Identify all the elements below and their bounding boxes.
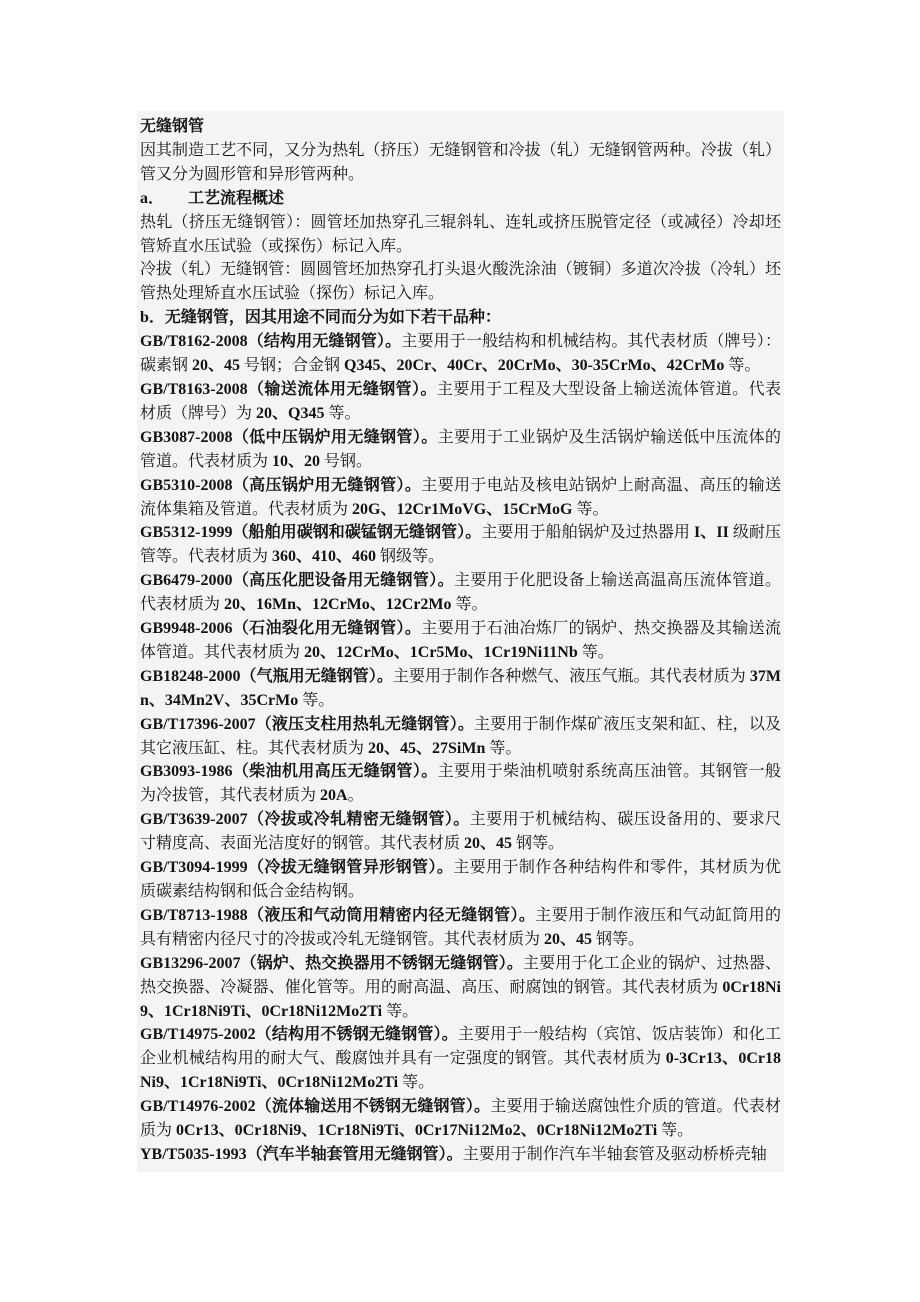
text-run: 主要用于制作汽车半轴套管及驱动桥桥壳轴 bbox=[462, 1145, 767, 1163]
bold-text-run: GB/T8163-2008（输送流体用无缝钢管）。 bbox=[140, 380, 437, 398]
text-run: 主要用于制作各种结构件和零件，其材质为优质碳素结构钢和低合金结构钢。 bbox=[140, 859, 781, 900]
text-run: 。 bbox=[347, 787, 364, 805]
bold-text-run: GB/T8713-1988（液压和气动筒用精密内径无缝钢管）。 bbox=[140, 906, 536, 924]
paragraph bbox=[140, 808, 781, 856]
bold-text-run: a． 工艺流程概述 bbox=[140, 189, 285, 207]
bold-text-run: 无缝钢管 bbox=[140, 118, 205, 135]
paragraph bbox=[140, 187, 781, 211]
bold-text-run: GB/T14975-2002（结构用不锈钢无缝钢管）。 bbox=[140, 1026, 458, 1044]
bold-text-run: GB5312-1999（船舶用碳钢和碳锰钢无缝钢管）。 bbox=[140, 524, 482, 542]
text-run: 主要用于制作液压和气动缸筒用的具有精密内径尺寸的冷拔或冷轧无缝钢管。其代表材质为 bbox=[140, 906, 781, 948]
paragraph bbox=[140, 306, 781, 330]
text-run: 冷拔（轧）无缝钢管：圆圆管坯加热穿孔打头退火酸洗涂油（镀铜）多道次冷拔（冷轧）坯管热处理矫直水压试验（探伤）标记入库。 bbox=[140, 261, 781, 303]
paragraph bbox=[140, 665, 781, 713]
text-run: 因其制造工艺不同，又分为热轧（挤压）无缝钢管和冷拔（轧）无缝钢管两种。冷拔（轧）管又分为圆形管和异形管两种。 bbox=[140, 141, 781, 183]
paragraph bbox=[140, 617, 781, 665]
bold-text-run: GB9948-2006（石油裂化用无缝钢管）。 bbox=[140, 620, 422, 638]
document-title-paragraph bbox=[140, 115, 781, 139]
bold-text-run: 20G、12Cr1MoVG、15CrMoG bbox=[352, 500, 573, 518]
text-run: 主要用于输送腐蚀性介质的管道。代表材质为 bbox=[140, 1098, 781, 1140]
bold-text-run: GB/T3639-2007（冷拔或冷轧精密无缝钢管）。 bbox=[140, 811, 470, 829]
bold-text-run: 20、Q345 bbox=[256, 404, 325, 422]
bold-text-run: 37Mn、34Mn2V、35CrMo bbox=[140, 667, 781, 709]
bold-text-run: GB/T14976-2002（流体输送用不锈钢无缝钢管）。 bbox=[140, 1098, 491, 1116]
paragraph bbox=[140, 258, 781, 306]
text-run: 等。 bbox=[724, 357, 761, 375]
text-run: 等。 bbox=[577, 643, 614, 661]
bold-text-run: b．无缝钢管，因其用途不同而分为如下若干品种： bbox=[140, 309, 501, 327]
bold-text-run: 0Cr18Ni9、1Cr18Ni9Ti、0Cr18Ni12Mo2Ti bbox=[140, 978, 781, 1020]
text-run: 主要用于工程及大型设备上输送流体管道。代表材质（牌号）为 bbox=[140, 380, 781, 422]
text-run: 钢级等。 bbox=[376, 548, 445, 566]
paragraph bbox=[140, 760, 781, 808]
bold-text-run: 0-3Cr13、0Cr18Ni9、1Cr18Ni9Ti、0Cr18Ni12Mo2Ti bbox=[140, 1050, 781, 1092]
paragraph bbox=[140, 569, 781, 617]
paragraph bbox=[140, 1023, 781, 1095]
bold-text-run: YB/T5035-1993（汽车半轴套管用无缝钢管）。 bbox=[140, 1145, 463, 1163]
text-run: 主要用于柴油机喷射系统高压油管。其钢管一般为冷拔管，其代表材质为 bbox=[140, 763, 781, 805]
paragraph bbox=[140, 139, 781, 187]
paragraph bbox=[140, 1143, 781, 1167]
bold-text-run: 10、20 bbox=[272, 452, 321, 470]
text-run: 主要用于机械结构、碳压设备用的、要求尺寸精度高、表面光洁度好的钢管。其代表材质 bbox=[140, 811, 781, 853]
paragraph bbox=[140, 856, 781, 904]
text-run: 主要用于石油冶炼厂的锅炉、热交换器及其输送流体管道。其代表材质为 bbox=[140, 620, 781, 661]
paragraph bbox=[140, 904, 781, 952]
text-run: 等。 bbox=[451, 596, 488, 614]
text-run: 主要用于工业锅炉及生活锅炉输送低中压流体的管道。代表材质为 bbox=[140, 428, 781, 470]
bold-text-run: I、II bbox=[694, 524, 729, 542]
bold-text-run: GB/T3094-1999（冷拔无缝钢管异形钢管）。 bbox=[140, 859, 454, 877]
bold-text-run: 20A bbox=[320, 787, 348, 805]
bold-text-run: GB/T17396-2007（液压支柱用热轧无缝钢管）。 bbox=[140, 715, 475, 733]
bold-text-run: GB3093-1986（柴油机用高压无缝钢管）。 bbox=[140, 763, 438, 781]
text-run: 等。 bbox=[657, 1122, 694, 1140]
bold-text-run: GB6479-2000（高压化肥设备用无缝钢管）。 bbox=[140, 572, 454, 590]
bold-text-run: 20、16Mn、12CrMo、12Cr2Mo bbox=[224, 596, 452, 614]
text-run: 主要用于一般结构（宾馆、饭店装饰）和化工企业机械结构用的耐大气、酸腐蚀并具有一定强度的钢管。其代表材质为 bbox=[140, 1026, 781, 1068]
text-run: 主要用于化肥设备上输送高温高压流体管道。代表材质为 bbox=[140, 572, 781, 614]
text-run: 主要用于船舶锅炉及过热器用 bbox=[481, 524, 695, 542]
text-run: 钢等。 bbox=[592, 930, 645, 948]
paragraph bbox=[140, 426, 781, 474]
bold-text-run: 20、12CrMo、1Cr5Mo、1Cr19Ni11Nb bbox=[304, 643, 578, 661]
document-text-block bbox=[137, 111, 784, 1172]
document-text bbox=[140, 115, 781, 1167]
bold-text-run: Q345、20Cr、40Cr、20CrMo、30-35CrMo、42CrMo bbox=[344, 357, 725, 375]
paragraph bbox=[140, 713, 781, 761]
bold-text-run: GB/T8162-2008（结构用无缝钢管）。 bbox=[140, 333, 402, 351]
text-run: 号钢。 bbox=[320, 452, 373, 470]
paragraph bbox=[140, 952, 781, 1024]
text-run: 主要用于制作各种燃气、液压气瓶。其代表材质为 bbox=[392, 667, 750, 685]
paragraph bbox=[140, 378, 781, 426]
bold-text-run: GB18248-2000（气瓶用无缝钢管）。 bbox=[140, 667, 393, 685]
bold-text-run: 20、45 bbox=[192, 357, 241, 375]
text-run: 主要用于化工企业的锅炉、过热器、热交换器、冷凝器、催化管等。用的耐高温、高压、耐腐蚀的钢管。其代表材质为 bbox=[140, 954, 781, 996]
text-run: 等。 bbox=[485, 739, 522, 757]
bold-text-run: GB3087-2008（低中压锅炉用无缝钢管）。 bbox=[140, 428, 438, 446]
bold-text-run: 20、45 bbox=[544, 930, 593, 948]
text-run: 主要用于电站及核电站锅炉上耐高温、高压的输送流体集箱及管道。代表材质为 bbox=[140, 476, 781, 518]
text-run: 热轧（挤压无缝钢管）：圆管坯加热穿孔三辊斜轧、连轧或挤压脱管定径（或减径）冷却坯管矫直水压试验（或探伤）标记入库。 bbox=[140, 213, 781, 255]
text-run: 等。 bbox=[324, 404, 361, 422]
bold-text-run: 0Cr13、0Cr18Ni9、1Cr18Ni9Ti、0Cr17Ni12Mo2、0Cr18Ni12Mo2Ti bbox=[176, 1122, 658, 1140]
text-run: 主要用于一般结构和机械结构。其代表材质（牌号）：碳素钢 bbox=[140, 333, 781, 375]
paragraph bbox=[140, 474, 781, 522]
text-run: 等。 bbox=[382, 1002, 419, 1020]
bold-text-run: GB5310-2008（高压锅炉用无缝钢管）。 bbox=[140, 476, 422, 494]
paragraph bbox=[140, 1095, 781, 1143]
paragraph bbox=[140, 330, 781, 378]
text-run: 钢等。 bbox=[512, 835, 565, 853]
text-run: 主要用于制作煤矿液压支架和缸、柱，以及其它液压缸、柱。其代表材质为 bbox=[140, 715, 781, 757]
text-run: 级耐压管等。代表材质为 bbox=[140, 524, 781, 566]
bold-text-run: 20、45、27SiMn bbox=[368, 739, 486, 757]
bold-text-run: GB13296-2007（锅炉、热交换器用不锈钢无缝钢管）。 bbox=[140, 954, 523, 972]
text-run: 号钢；合金钢 bbox=[240, 357, 345, 375]
text-run: 等。 bbox=[572, 500, 609, 518]
paragraph bbox=[140, 521, 781, 569]
text-run: 等。 bbox=[298, 691, 335, 709]
bold-text-run: 360、410、460 bbox=[272, 548, 377, 566]
bold-text-run: 20、45 bbox=[464, 835, 513, 853]
text-run: 等。 bbox=[398, 1074, 435, 1092]
paragraph bbox=[140, 211, 781, 259]
